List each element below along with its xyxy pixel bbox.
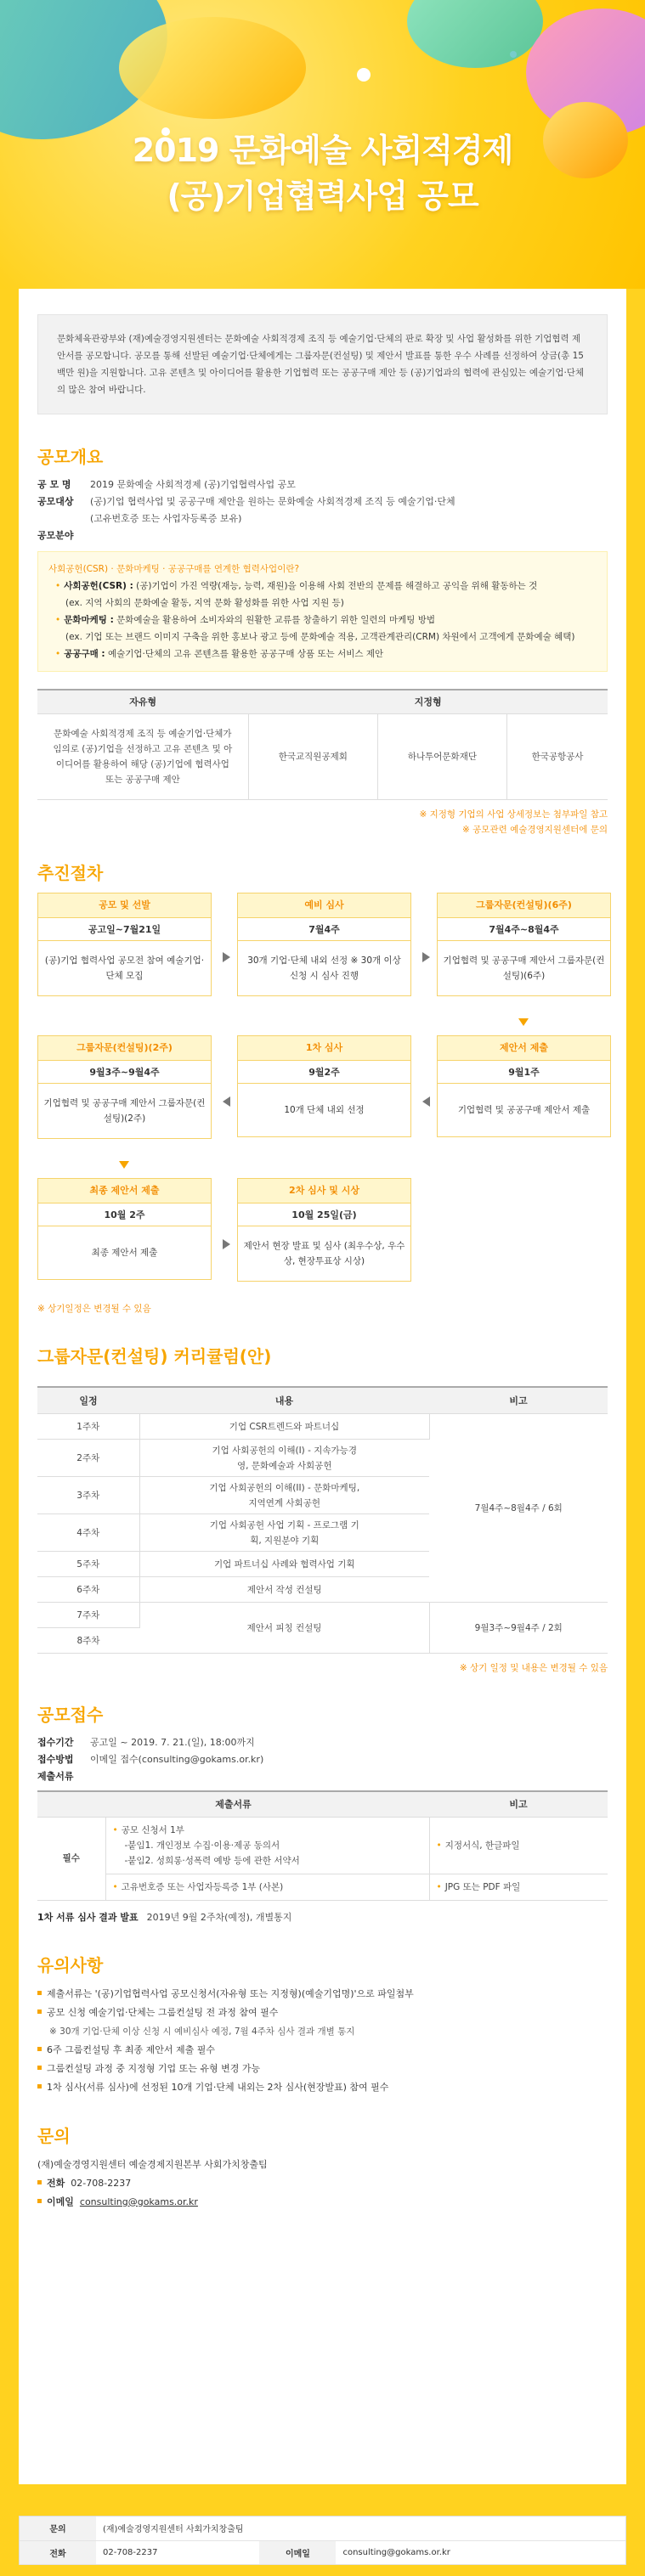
cat-assigned-org: 한국공항공사 bbox=[506, 713, 608, 799]
field-info-box bbox=[37, 551, 608, 672]
footer-email-link[interactable]: consulting@gokams.or.kr bbox=[336, 2540, 625, 2564]
step-1: 공모 및 선발 공고일~7월21일 (공)기업 협력사업 공모전 참여 예술기업·단체 모집 bbox=[37, 893, 212, 996]
arrow-left-icon bbox=[223, 1096, 230, 1107]
contact-phone: 02-708-2237 bbox=[71, 2177, 132, 2189]
list-item: 1차 심사(서류 심사)에 선정된 10개 기업·단체 내외는 2차 심사(현장발표) 참여 필수 bbox=[37, 2078, 608, 2097]
table-row: 8주차 bbox=[37, 1628, 608, 1654]
curriculum-title: 그룹자문(컨설팅) 커리큘럼(안) bbox=[37, 1343, 271, 1367]
field-item: • 사회공헌(CSR) : (공)기업이 가진 역량(재능, 능력, 재원)을 이용해 사회 전반의 문제를 해결하고 공익을 위해 활동하는 것 bbox=[55, 581, 538, 591]
apply-title: 공모접수 bbox=[37, 1701, 103, 1726]
curriculum-note-b: 9월3주~9월4주 / 2회 bbox=[429, 1603, 608, 1654]
table-row: 2주차 기업 사회공헌의 이해(I) - 지속가능경영, 문화예술과 사회공헌 bbox=[37, 1440, 608, 1477]
table-row: • 고유번호증 또는 사업자등록증 1부 (사본) • JPG 또는 PDF 파일 bbox=[37, 1874, 608, 1900]
process-section bbox=[19, 860, 626, 1317]
contact-org: (재)예술경영지원센터 예술경제지원본부 사회가치창출팀 bbox=[37, 2158, 268, 2170]
step-3: 그룹자문(컨설팅)(6주) 7월4주~8월4주 기업협력 및 공공구매 제안서 그룹자문(컨설팅)(6주) bbox=[437, 893, 611, 996]
step-4: 제안서 제출 9월1주 기업협력 및 공공구매 제안서 제출 bbox=[437, 1035, 611, 1137]
arrow-left-icon bbox=[422, 1096, 430, 1107]
kv-target: 공모대상 (공)기업 협력사업 및 공공구매 제안을 원하는 문화예술 사회적경제 조직 등 예술기업·단체 bbox=[37, 496, 455, 507]
field-item: (ex. 지역 사회의 문화예술 활동, 지역 문화 활성화를 위한 사업 지원 등) bbox=[65, 598, 344, 608]
table-row: 7주차 제안서 피칭 컨설팅 9월3주~9월4주 / 2회 bbox=[37, 1603, 608, 1628]
contact-email-link[interactable]: consulting@gokams.or.kr bbox=[79, 2196, 198, 2207]
process-flow bbox=[37, 893, 608, 1317]
cat-assigned-org: 하나투어문화재단 bbox=[377, 713, 506, 799]
title-line-2: (공)기업협력사업 공모 bbox=[167, 178, 478, 215]
category-table bbox=[37, 689, 608, 800]
cat-head-assigned: 지정형 bbox=[248, 690, 608, 713]
process-note: ※ 상기일정은 변경될 수 있음 bbox=[37, 1303, 151, 1314]
arrow-down-icon bbox=[518, 1018, 529, 1026]
step-6: 그룹자문(컨설팅)(2주) 9월3주~9월4주 기업협력 및 공공구매 제안서 그룹자문(컨설팅)(2주) bbox=[37, 1035, 212, 1139]
curriculum-note-a: 7월4주~8월4주 / 6회 bbox=[429, 1414, 608, 1603]
field-item: • 문화마케팅 : 문화예술을 활용하여 소비자와의 원활한 교류를 창출하기 위한 일련의 마케팅 방법 bbox=[55, 615, 436, 625]
arrow-right-icon bbox=[223, 1239, 230, 1249]
table-row: 3주차 기업 사회공헌의 이해(II) - 문화마케팅, 지역연계 사회공헌 bbox=[37, 1477, 608, 1514]
decor-dot bbox=[357, 68, 371, 82]
table-row: 4주차 기업 사회공헌 사업 기획 - 프로그램 기획, 지원분야 기획 bbox=[37, 1514, 608, 1552]
cat-assigned-org: 한국교직원공제회 bbox=[248, 713, 377, 799]
kv-name: 공 모 명 2019 문화예술 사회적경제 (공)기업협력사업 공모 bbox=[37, 479, 296, 490]
contact-section: 문의 (재)예술경영지원센터 예술경제지원본부 사회가치창출팀 전화 02-708-2237 이메일 consulting@gokams.or.kr bbox=[19, 2122, 626, 2212]
curriculum-table: 일정 내용 비고 1주차 기업 CSR트렌드와 파트너십 7월4주~8월4주 / 6회 2주차 기업 사회공헌의 이해(I) - 지속가능경영, 문화예술과 사회공헌 3주차 기업 사회공헌의 이해(II) - 문화마케팅, 지역연계 사회공헌 4주차 기업 사회공헌 사업 기획 - 프로그램 기획, 지원분야 기획 5주차 기업 파트너십 사례와 협력사업 기획 6주차 제안서 작성 컨설팅 7주차 제안서 피칭 컨설팅 9월3주~9월4주 / 2회 8주차 bbox=[37, 1386, 608, 1654]
kv-field: 공모분야 bbox=[37, 530, 74, 541]
target-note: (고유번호증 또는 사업자등록증 보유) bbox=[90, 513, 242, 524]
arrow-right-icon bbox=[223, 952, 230, 962]
process-title: 추진절차 bbox=[37, 860, 103, 884]
footer-contact: 문의 (재)예술경영지원센터 사회가치창출팀 전화 02-708-2237 이메일 consulting@gokams.or.kr bbox=[19, 2516, 626, 2565]
list-item: 제출서류는 '(공)기업협력사업 공모신청서(자유형 또는 지정형)(예술기업명)'으로 파일첨부 bbox=[37, 1985, 608, 2004]
table-row: 6주차 제안서 작성 컨설팅 bbox=[37, 1577, 608, 1603]
field-question: 사회공헌(CSR) · 문화마케팅 · 공공구매를 연계한 협력사업이란? bbox=[48, 564, 300, 574]
title-line-1: 2019 문화예술 사회적경제 bbox=[132, 132, 513, 169]
curriculum-footnote: ※ 상기 일정 및 내용은 변경될 수 있음 bbox=[459, 1663, 608, 1673]
cat-head-free: 자유형 bbox=[37, 690, 248, 713]
page-title bbox=[0, 127, 645, 219]
step-2: 예비 심사 7월4주 30개 기업·단체 내외 선정 ※ 30개 이상 신청 시 심사 진행 bbox=[237, 893, 411, 996]
intro-box: 문화체육관광부와 (재)예술경영지원센터는 문화예술 사회적경제 조직 등 예술기업·단체의 판로 확장 및 사업 활성화를 위한 기업협력 제안서를 공모합니다. 공모를 통해 선발된 예술기업·단체에게는 그룹자문(컨설팅) 및 제안서 발표를 통한 우수 사례를 선정하여 상금(총 15백만 원)을 지원합니다. 고유 콘텐츠 및 아이디어를 활용한 기업협력 또는 공공구매 제안 등 (공)기업과의 협력에 관심있는 예술기업·단체의 많은 참여 바랍니다. bbox=[37, 314, 608, 414]
arrow-right-icon bbox=[422, 952, 430, 962]
curriculum-section bbox=[19, 1343, 626, 1677]
list-item: ※ 30개 기업·단체 이상 신청 시 예비심사 예정, 7월 4주차 심사 결과 개별 통지 bbox=[49, 2026, 355, 2037]
overview-title: 공모개요 bbox=[37, 443, 103, 468]
arrow-down-icon bbox=[119, 1161, 129, 1169]
step-5: 1차 심사 9월2주 10개 단체 내외 선정 bbox=[237, 1035, 411, 1137]
step-7: 최종 제안서 제출 10월 2주 최종 제안서 제출 bbox=[37, 1178, 212, 1280]
contact-title: 문의 bbox=[37, 2122, 71, 2147]
step-8: 2차 심사 및 시상 10월 25일(금) 제안서 현장 발표 및 심사 (최우수상, 우수상, 현장투표상 시상) bbox=[237, 1178, 411, 1282]
field-item: (ex. 기업 또는 브랜드 이미지 구축을 위한 홍보나 광고 등에 문화예술 적용, 고객관계관리(CRM) 차원에서 고객에게 문화예술 혜택) bbox=[65, 632, 575, 642]
decor-blob bbox=[119, 17, 306, 119]
caution-title: 유의사항 bbox=[37, 1952, 103, 1976]
decor-blob bbox=[407, 0, 543, 68]
caution-section bbox=[19, 1952, 626, 2097]
content-sheet bbox=[19, 289, 626, 2484]
overview-notes: ※ 지정형 기업의 사업 상세정보는 첨부파일 참고 ※ 공모관련 예술경영지원센터에 문의 bbox=[419, 809, 608, 835]
table-row: 5주차 기업 파트너십 사례와 협력사업 기획 bbox=[37, 1552, 608, 1577]
apply-section: 공모접수 접수기간 공고일 ~ 2019. 7. 21.(일), 18:00까지 접수방법 이메일 접수(consulting@gokams.or.kr) 제출서류 제출서류 비고 필수 • 공모 신청서 1부 -붙임1. 개인정보 수집·이용·제공 동의서 -붙임2. 성희롱·성폭력 예방 등에 관한 서약서 • 지정서식, 한글파일 • 고유번호증 또는 사업자등록증 1부 (사본) • JPG 또는 PDF 파일 1차 서류 심사 결과 발표 2019년 9월 2주차(예정), 개별통지 bbox=[19, 1701, 626, 1926]
cat-free-desc: 문화예술 사회적경제 조직 등 예술기업·단체가 임의로 (공)기업을 선정하고 고유 콘텐츠 및 아이디어를 활용하여 해당 (공)기업에 협력사업 또는 공공구매 제안 bbox=[37, 713, 248, 799]
overview-section bbox=[19, 443, 626, 837]
field-item: • 공공구매 : 예술기업·단체의 고유 콘텐츠를 활용한 공공구매 상품 또는 서비스 제안 bbox=[55, 649, 384, 659]
decor-dot bbox=[510, 51, 517, 58]
table-row: 1주차 기업 CSR트렌드와 파트너십 7월4주~8월4주 / 6회 bbox=[37, 1414, 608, 1440]
table-row: 필수 • 공모 신청서 1부 -붙임1. 개인정보 수집·이용·제공 동의서 -붙임2. 성희롱·성폭력 예방 등에 관한 서약서 • 지정서식, 한글파일 bbox=[37, 1817, 608, 1874]
hero-banner bbox=[0, 0, 645, 289]
list-item: 그룹컨설팅 과정 중 지정형 기업 또는 유형 변경 가능 bbox=[37, 2060, 608, 2078]
list-item: 6주 그룹컨설팅 후 최종 제안서 제출 필수 bbox=[37, 2041, 608, 2060]
list-item: 공모 신청 예술기업·단체는 그룹컨설팅 전 과정 참여 필수 bbox=[37, 2004, 608, 2022]
documents-table: 제출서류 비고 필수 • 공모 신청서 1부 -붙임1. 개인정보 수집·이용·제공 동의서 -붙임2. 성희롱·성폭력 예방 등에 관한 서약서 • 지정서식, 한글파일 • 고유번호증 또는 사업자등록증 1부 (사본) • JPG 또는 PDF 파일 bbox=[37, 1790, 608, 1901]
